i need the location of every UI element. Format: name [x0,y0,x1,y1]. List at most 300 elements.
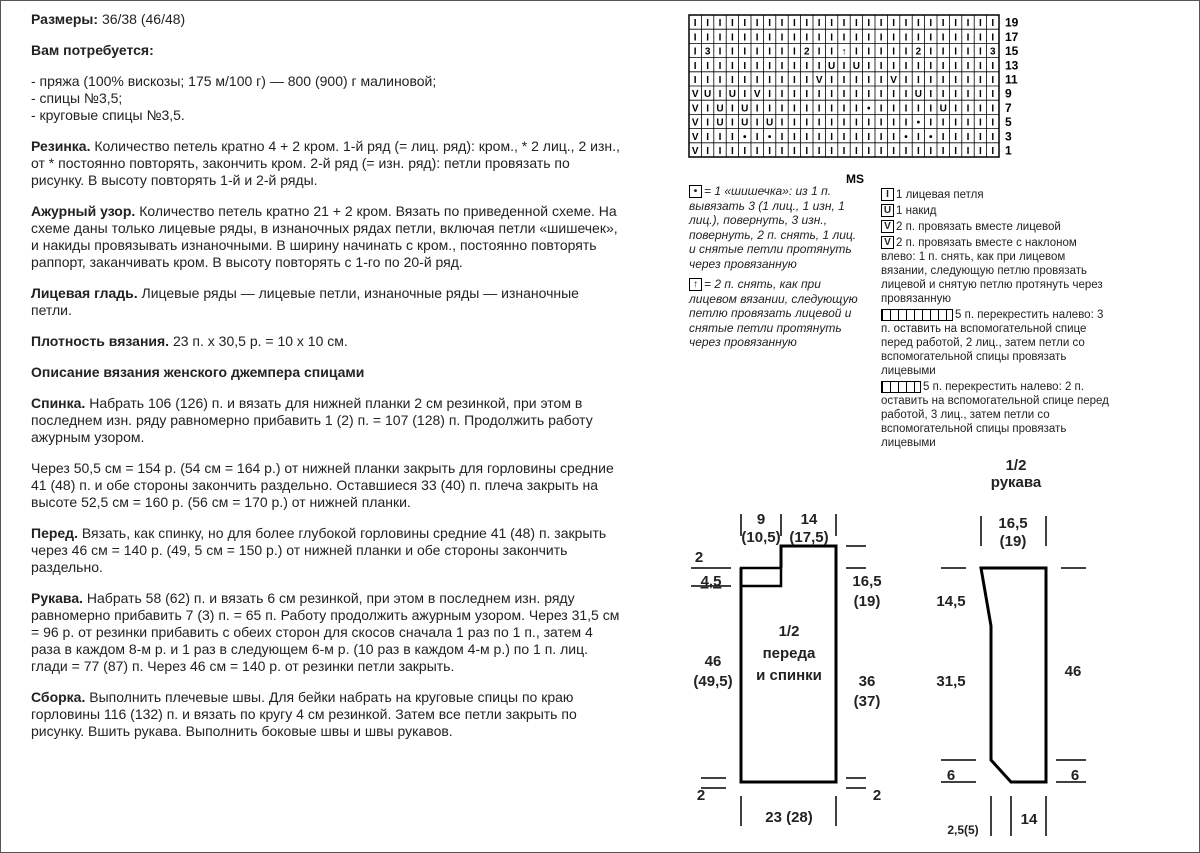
knit-stitch: I [904,103,908,115]
side-height: 36 [858,673,876,690]
materials-item: - круговые спицы №3,5. [31,107,185,123]
knit-stitch: I [954,146,957,157]
knit-stitch: I [966,32,970,44]
knit-stitch: I [793,131,796,143]
bobble-stitch: • [904,131,908,143]
knit-stitch: I [842,103,846,115]
knit-stitch: I [830,46,833,58]
knit-stitch: I [755,18,759,30]
knit-stitch: I [842,18,846,30]
front-section: Перед. Вязать, как спинку, но для более глубокой горловины средние 41 (48) п. закрыть через 46 см = 140 р. (49, 5 см = 150 р.) от нижней планки и обе стороны закончить раздельно. [31,525,607,575]
knit-stitch: I [855,46,858,58]
knit-stitch: I [879,131,883,143]
knit-stitch: I [842,75,846,86]
yarn-over-stitch: U [827,60,836,72]
knit-stitch: I [743,60,747,72]
knit-stitch: I [842,32,846,44]
knit-stitch: I [991,18,995,30]
knit-stitch: I [892,103,895,115]
armhole-height-alt: (19) [853,593,881,610]
knit-stitch: I [892,131,895,143]
knit-stitch: I [830,131,833,143]
knit-stitch: I [929,89,933,101]
knit-stitch: I [706,103,709,115]
knit-stitch: I [718,18,722,30]
knit-stitch: I [904,146,908,157]
knit-stitch: I [879,46,883,58]
knit-stitch: I [793,60,796,72]
knit-stitch: I [780,32,784,44]
knit-stitch: I [830,117,833,129]
chart-row-number: 17 [1005,29,1019,44]
knit-stitch: I [941,75,945,86]
decrease-stitch: V [815,75,823,86]
knit-stitch: I [743,146,747,157]
knit-stitch: I [805,117,809,129]
yarn-over-stitch: U [765,117,774,129]
knit-stitch: I [793,117,796,129]
k2tog-icon: V [881,220,894,233]
knit-stitch: I [731,18,734,30]
legend-left [689,184,864,356]
knit-stitch: I [693,18,697,30]
knit-stitch: I [879,117,883,129]
bobble-stitch: • [767,131,772,143]
knit-stitch: I [706,32,709,44]
legend-bobble: • = 1 «шишечка»: из 1 п. вывязать 3 (1 лиц., 1 изн, 1 лиц.), повернуть, 3 изн., повернуть, 2 п. снять, 1 лиц. и снятые петли протянуть через провязанную [689,184,857,271]
knit-stitch: I [842,89,846,101]
knit-stitch: I [755,131,759,143]
knit-stitch: I [793,75,796,86]
knit-stitch: I [793,103,796,115]
knit-stitch: I [979,18,982,30]
knit-stitch: I [755,103,759,115]
band-left: 2 [696,787,706,804]
knit-stitch: I [817,32,821,44]
knit-stitch: I [904,75,908,86]
knit-stitch: I [743,75,747,86]
knit-stitch: I [941,117,945,129]
knit-stitch: I [979,89,982,101]
knit-stitch: I [867,131,871,143]
knit-stitch: I [879,146,883,157]
knit-stitch: I [780,117,784,129]
cable-mark-2: 2 [804,46,810,58]
knit-stitch: I [693,60,697,72]
knit-stitch: I [954,131,957,143]
knit-stitch: I [867,60,871,72]
decrease-stitch: V [890,75,897,86]
chart-row-number: 1 [1005,143,1012,158]
knit-stitch: I [929,75,933,86]
legend-k2tog: V 2 п. провязать вместе лицевой [881,220,1111,234]
knit-stitch: I [706,75,709,86]
knit-stitch: I [755,46,759,58]
shoulder-width: 14 [800,511,818,528]
knit-stitch: I [805,75,809,86]
knit-stitch: I [966,18,970,30]
pattern-text [31,11,621,754]
cuff-left: 6 [946,767,956,784]
knit-stitch: I [805,131,809,143]
knit-stitch: I [706,131,709,143]
knit-stitch: I [755,32,759,44]
knit-stitch: I [731,75,734,86]
knit-stitch: I [718,32,722,44]
knit-stitch: I [991,60,995,72]
knit-stitch: I [817,89,821,101]
knit-stitch: I [954,46,957,58]
knit-stitch: I [929,18,933,30]
knit-stitch: I [693,75,697,86]
yarn-over-stitch: U [939,103,947,115]
knit-stitch: I [917,146,920,157]
decrease-stitch: V [691,89,699,101]
sleeves-section: Рукава. Набрать 58 (62) п. и вязать 6 см резинкой, при этом в последнем изн. ряду равномерно прибавить 7 (3) п. = 65 п. Работу продолжить ажурным узором. Через 31,5 см = 96 р. от резинки прибавить с обеих сторон для скосов сначала 1 раз по 1 п., затем 4 раза в каждом 8-м р. и 1 раз в следующем 6-м р. (10 раз в каждом 4-м р.) по 1 п. лиц. глади = 77 (87) п. Через 46 см = 140 р. от резинки петли закрыть. [31,590,620,674]
knit-stitch: I [718,131,722,143]
knit-stitch: I [780,131,784,143]
cuff-right: 6 [1070,767,1080,784]
knit-stitch: I [991,103,995,115]
knit-stitch: I [830,89,833,101]
knit-stitch: I [929,103,933,115]
knit-stitch: I [855,117,858,129]
knit-stitch: I [768,146,771,157]
knit-stitch: I [991,131,995,143]
knit-stitch: I [817,117,821,129]
chart-row-number: 9 [1005,86,1012,101]
knit-stitch: I [780,60,784,72]
knit-stitch: I [867,46,871,58]
knit-stitch: I [855,75,858,86]
knitting-chart [687,11,1037,186]
chart-row-number: 3 [1005,129,1012,144]
bobble-icon: • [689,185,702,198]
knit-stitch: I [718,89,722,101]
knit-stitch: I [867,117,871,129]
knit-stitch: I [991,32,995,44]
chart-row-number: 13 [1005,58,1019,73]
knit-stitch: I [941,46,945,58]
knit-stitch: I [706,18,709,30]
knit-stitch: I [842,60,846,72]
decrease-stitch: V [691,146,699,157]
knit-stitch: I [693,46,697,58]
knit-stitch: I [817,46,821,58]
knit-stitch: I [718,146,722,157]
knit-stitch: I [904,60,908,72]
sleeve-schematic [921,506,1101,846]
knit-stitch: I [768,46,771,58]
knit-stitch: I [793,146,796,157]
knit-stitch: I [966,117,970,129]
knit-stitch: I [867,18,871,30]
sleeve-cap-height: 14,5 [936,593,966,610]
gauge-section: Плотность вязания. 23 п. х 30,5 р. = 10 х 10 см. [31,333,348,349]
sleeve-top-width: 16,5 [998,515,1028,532]
yarn-over-icon: U [881,204,894,217]
knit-stitch: I [830,18,833,30]
knit-stitch: I [842,146,846,157]
sleeve-mid-height: 31,5 [936,673,966,690]
knit-stitch: I [830,32,833,44]
knit-stitch: I [731,46,734,58]
yarn-over-stitch: U [741,117,749,129]
knit-stitch: I [743,46,747,58]
knit-stitch: I [941,89,945,101]
knit-stitch: I [904,89,908,101]
knit-stitch: I [706,117,709,129]
knit-stitch: I [941,18,945,30]
knit-stitch: I [805,89,809,101]
body-schematic [681,506,901,846]
cable-mark-2: 2 [915,46,922,58]
section-heading: Описание вязания женского джемпера спицами [31,364,365,380]
assembly-section: Сборка. Выполнить плечевые швы. Для бейки набрать на круговые спицы по краю горловины 116 (132) п. и вязать по кругу 4 см резинкой. Затем все петли закрыть по рисунку. Вшить рукава. Выполнить боковые швы и швы рукавов. [31,689,577,739]
knit-stitch: I [966,131,970,143]
knit-stitch: I [780,146,784,157]
knit-stitch: I [879,75,883,86]
yarn-over-stitch: U [852,60,861,72]
shoulder-width-alt: (17,5) [789,529,829,546]
knit-stitch: I [731,117,734,129]
chart-row-number: 11 [1005,72,1018,87]
knit-stitch: I [805,32,809,44]
knit-stitch: I [743,89,747,101]
knit-stitch: I [780,18,784,30]
knit-stitch: I [879,103,883,115]
decrease-stitch: V [753,89,761,101]
yarn-over-stitch: U [716,103,724,115]
knit-stitch: I [879,32,883,44]
back-section-2: Через 50,5 см = 154 р. (54 см = 164 р.) от нижней планки закрыть для горловины средние 41 (48) п. и обе стороны закончить раздельно. Оставшиеся 33 (40) п. плеча закрыть на высоте 52,5 см = 160 р. (56 см = 170 р.) от нижней планки. [31,460,614,510]
knit-stitch: I [768,89,771,101]
knit-stitch: I [904,46,908,58]
knit-stitch: I [879,89,883,101]
knit-stitch: I [780,89,784,101]
knit-stitch: I [855,103,858,115]
knit-icon: I [881,188,894,201]
legend-arrow: ↑ = 2 п. снять, как при лицевом вязании, следующую петлю провязать лицевой и снятые петли протянуть через провязанную [689,277,858,349]
knit-stitch: I [855,89,858,101]
decrease-stitch: V [691,131,699,143]
knit-stitch: I [755,75,759,86]
legend-ssk: V 2 п. провязать вместе с наклоном влево: 1 п. снять, как при лицевом вязании, следующую петлю провязать лицевой и снятую петлю протянуть через провязанную [881,237,1103,305]
knit-stitch: I [805,18,809,30]
knit-stitch: I [867,75,871,86]
legend-cable-b: 5 п. перекрестить налево: 2 п. оставить на вспомогательной спице перед работой, 3 лиц., затем петли со вспомогательной спицы провязать лицевыми [881,381,1109,449]
yarn-over-stitch: U [716,117,724,129]
knit-stitch: I [929,117,933,129]
knit-stitch: I [941,60,945,72]
knit-stitch: I [743,32,747,44]
knit-stitch: I [817,18,821,30]
knit-stitch: I [979,32,982,44]
knit-stitch: I [793,18,796,30]
knit-stitch: I [830,146,833,157]
knit-stitch: I [966,146,970,157]
knit-stitch: I [855,131,858,143]
legend-cable-a: 5 п. перекрестить налево: 3 п. оставить на вспомогательной спице перед работой, 2 лиц., затем петли со вспомогательной спицы провязать лицевыми [881,309,1104,377]
knit-stitch: I [793,89,796,101]
armhole-height: 16,5 [852,573,882,590]
knit-stitch: I [830,75,833,86]
knit-stitch: I [743,18,747,30]
knit-stitch: I [966,60,970,72]
knit-stitch: I [892,32,895,44]
knit-stitch: I [954,32,957,44]
chart-row-number: 15 [1005,44,1019,59]
legend-yo: U 1 накид [881,204,1111,218]
sleeve-title: 1/2 рукава [990,457,1042,491]
knit-stitch: I [979,146,982,157]
knit-stitch: I [904,18,908,30]
knit-stitch: I [979,60,982,72]
piece-title-2: переда [762,645,816,662]
legend-right [881,188,1111,452]
knit-stitch: I [941,32,945,44]
neck-width-alt: (10,5) [741,529,781,546]
knit-stitch: I [855,18,858,30]
ssk-icon: V [881,236,894,249]
knit-stitch: I [966,89,970,101]
decrease-stitch: V [691,103,699,115]
knit-stitch: I [892,60,895,72]
knit-stitch: I [904,32,908,44]
bobble-stitch: • [916,117,921,129]
knit-stitch: I [731,146,734,157]
cable-mark-3: 3 [704,46,711,58]
sizes-line: Размеры: 36/38 (46/48) [31,11,186,27]
knit-stitch: I [805,146,809,157]
knit-stitch: I [793,32,796,44]
knit-stitch: I [991,75,995,86]
knit-stitch: I [979,131,982,143]
knit-stitch: I [855,32,858,44]
knit-stitch: I [991,89,995,101]
knit-stitch: I [917,131,920,143]
cable-cross-icon [881,381,921,393]
knit-stitch: I [706,146,709,157]
knit-stitch: I [917,18,920,30]
bobble-stitch: • [743,131,747,143]
knit-stitch: I [954,60,957,72]
knit-stitch: I [842,131,846,143]
neck-width: 9 [756,511,766,528]
knit-stitch: I [805,103,809,115]
knit-stitch: I [817,131,821,143]
knit-stitch: I [979,103,982,115]
knit-stitch: I [780,46,784,58]
knit-stitch: I [979,46,982,58]
side-height-alt: (37) [853,693,881,710]
arrow-up-icon: ↑ [689,278,702,291]
chart-label-ms: MS [846,172,864,186]
knit-stitch: I [768,103,771,115]
knit-stitch: I [879,18,883,30]
knit-stitch: I [731,131,734,143]
piece-width: 23 (28) [765,809,813,826]
chart-row-number: 5 [1005,115,1012,130]
knit-stitch: I [991,146,995,157]
knit-stitch: I [731,103,734,115]
cable-cross-icon [881,309,953,321]
knit-stitch: I [979,75,982,86]
knit-stitch: I [867,89,871,101]
stockinette-section: Лицевая гладь. Лицевые ряды — лицевые петли, изнаночные ряды — изнаночные петли. [31,285,579,318]
knit-stitch: I [966,75,970,86]
total-height: 46 [704,653,722,670]
knit-stitch: I [892,146,895,157]
knit-stitch: I [768,32,771,44]
knit-stitch: I [718,75,722,86]
knit-stitch: I [979,117,982,129]
knit-stitch: I [817,60,821,72]
knit-stitch: I [954,117,957,129]
sleeve-bottom-width: 14 [1020,811,1038,828]
knit-stitch: I [731,32,734,44]
knit-stitch: I [892,117,895,129]
knit-stitch: I [867,32,871,44]
knit-stitch: I [954,103,957,115]
knit-stitch: I [706,60,709,72]
knit-stitch: I [755,60,759,72]
decrease-stitch: V [691,117,699,129]
materials-title: Вам потребуется: [31,42,154,58]
knit-stitch: I [793,46,796,58]
knit-stitch: I [879,60,883,72]
knit-stitch: I [954,89,957,101]
knit-stitch: I [768,75,771,86]
knit-stitch: I [941,146,945,157]
knit-stitch: I [817,146,821,157]
materials-item: - спицы №3,5; [31,90,123,106]
knit-stitch: I [768,18,771,30]
knit-stitch: I [966,103,970,115]
knit-stitch: I [929,146,933,157]
materials-list [31,73,621,124]
knit-stitch: I [780,75,784,86]
lace-section: Ажурный узор. Количество петель кратно 21 + 2 кром. Вязать по приведенной схеме. На схеме даны только лицевые ряды, в изнаночных рядах петли, включая петли «шишечек», и накиды провязывать изнаночными. В ширину начинать с кром., постоянно повторять раппорт, заканчивать кром. В высоту повторять с 1-го по 20-й ряд. [31,203,618,270]
chart-row-number: 19 [1005,15,1019,30]
piece-title-1: 1/2 [778,623,800,640]
band-right: 2 [872,787,882,804]
knit-stitch: I [755,117,759,129]
knit-stitch: I [929,32,933,44]
knit-stitch: I [731,60,734,72]
knit-stitch: I [941,131,945,143]
sleeve-total-height: 46 [1064,663,1082,680]
knit-stitch: I [929,60,933,72]
yarn-over-stitch: U [703,89,712,101]
knit-stitch: I [904,117,908,129]
chart-row-number: 7 [1005,100,1012,115]
knit-stitch: I [966,46,970,58]
knit-stitch: I [867,146,871,157]
knit-stitch: I [991,117,995,129]
knit-stitch: I [780,103,784,115]
knit-stitch: I [892,89,895,101]
knit-stitch: I [693,32,697,44]
total-height-alt: (49,5) [693,673,733,690]
knit-stitch: I [929,46,933,58]
knit-stitch: I [892,46,895,58]
knit-stitch: I [917,32,920,44]
knit-stitch: I [768,60,771,72]
knit-stitch: I [718,46,722,58]
knit-stitch: I [805,60,809,72]
neck-depth: 4,5 [700,573,722,590]
